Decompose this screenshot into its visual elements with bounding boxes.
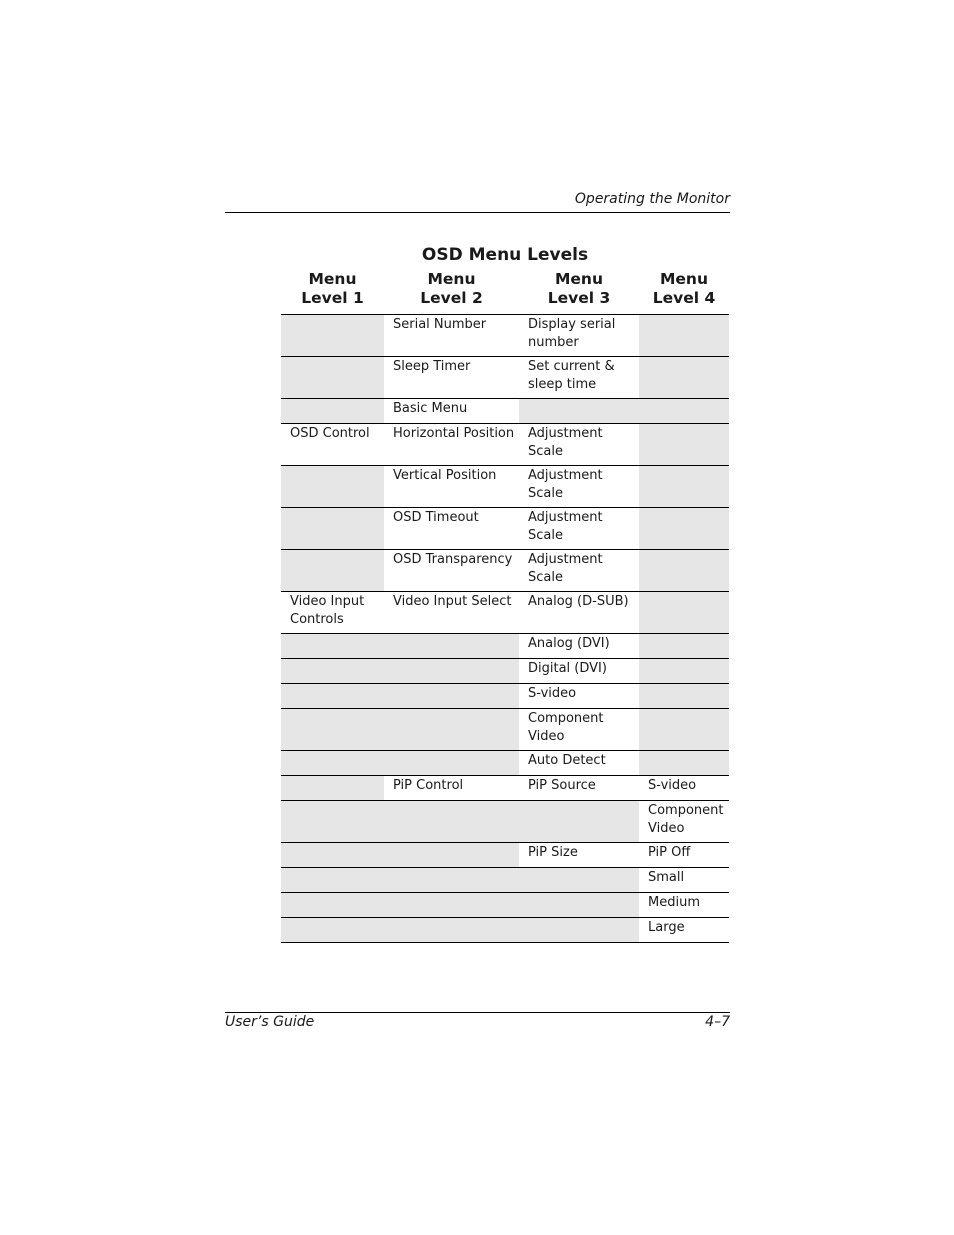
menu-level-3-cell: Component Video: [519, 709, 639, 751]
menu-level-1-cell: [281, 399, 384, 424]
footer-rule: [225, 1012, 730, 1013]
table-title: OSD Menu Levels: [421, 245, 589, 265]
menu-level-2-cell: [384, 751, 519, 776]
table-row: [281, 776, 729, 801]
table-row: [281, 315, 729, 357]
menu-level-1-cell: [281, 709, 384, 751]
menu-level-1-cell: [281, 843, 384, 868]
menu-level-1-cell: [281, 508, 384, 550]
menu-level-2-cell: [384, 801, 519, 843]
menu-level-3-cell: PiP Source: [519, 776, 639, 801]
table-row: [281, 357, 729, 399]
menu-level-4-cell: [639, 424, 729, 466]
column-header-level-1: Menu Level 1: [301, 270, 364, 307]
table-row: [281, 659, 729, 684]
menu-level-1-cell: [281, 684, 384, 709]
menu-level-4-cell: [639, 550, 729, 592]
menu-level-3-cell: [519, 918, 639, 943]
menu-level-2-cell: OSD Timeout: [384, 508, 519, 550]
running-header: Operating the Monitor: [574, 191, 730, 207]
menu-level-3-cell: [519, 868, 639, 893]
menu-level-1-cell: [281, 634, 384, 659]
table-row: [281, 592, 729, 634]
menu-level-2-cell: [384, 684, 519, 709]
menu-level-3-cell: S-video: [519, 684, 639, 709]
menu-level-1-cell: Video Input Controls: [281, 592, 384, 634]
osd-menu-table: [281, 314, 729, 943]
header-rule: [225, 212, 730, 213]
menu-level-4-cell: [639, 659, 729, 684]
menu-level-2-cell: [384, 659, 519, 684]
menu-level-3-cell: PiP Size: [519, 843, 639, 868]
menu-level-4-cell: Medium: [639, 893, 729, 918]
menu-level-4-cell: PiP Off: [639, 843, 729, 868]
menu-level-2-cell: Serial Number: [384, 315, 519, 357]
table-row: [281, 399, 729, 424]
footer-guide-name: User’s Guide: [225, 1014, 315, 1030]
menu-level-1-cell: [281, 801, 384, 843]
menu-level-3-cell: Adjustment Scale: [519, 550, 639, 592]
menu-level-1-cell: [281, 659, 384, 684]
menu-level-3-cell: Auto Detect: [519, 751, 639, 776]
menu-level-2-cell: OSD Transparency: [384, 550, 519, 592]
menu-level-2-cell: PiP Control: [384, 776, 519, 801]
menu-level-3-cell: Analog (D-SUB): [519, 592, 639, 634]
menu-level-2-cell: Horizontal Position: [384, 424, 519, 466]
menu-level-4-cell: [639, 315, 729, 357]
menu-level-4-cell: [639, 592, 729, 634]
osd-menu-table-body: [281, 315, 729, 943]
menu-level-4-cell: Small: [639, 868, 729, 893]
menu-level-3-cell: [519, 399, 639, 424]
menu-level-1-cell: [281, 357, 384, 399]
table-row: [281, 466, 729, 508]
menu-level-4-cell: [639, 751, 729, 776]
menu-level-4-cell: [639, 709, 729, 751]
menu-level-1-cell: [281, 550, 384, 592]
menu-level-3-cell: [519, 801, 639, 843]
table-row: [281, 634, 729, 659]
menu-level-3-cell: [519, 893, 639, 918]
menu-level-3-cell: Adjustment Scale: [519, 508, 639, 550]
table-row: [281, 843, 729, 868]
menu-level-4-cell: [639, 399, 729, 424]
menu-level-4-cell: [639, 508, 729, 550]
table-row: [281, 801, 729, 843]
menu-level-4-cell: [639, 466, 729, 508]
column-header-level-4: Menu Level 4: [652, 270, 716, 307]
table-column-headers: [281, 270, 729, 314]
menu-level-2-cell: Video Input Select: [384, 592, 519, 634]
menu-level-3-cell: Analog (DVI): [519, 634, 639, 659]
menu-level-4-cell: [639, 684, 729, 709]
menu-level-1-cell: [281, 751, 384, 776]
menu-level-2-cell: Vertical Position: [384, 466, 519, 508]
menu-level-1-cell: [281, 868, 384, 893]
menu-level-1-cell: [281, 315, 384, 357]
menu-level-1-cell: [281, 466, 384, 508]
table-row: [281, 868, 729, 893]
menu-level-2-cell: [384, 843, 519, 868]
menu-level-2-cell: [384, 918, 519, 943]
table-row: [281, 550, 729, 592]
menu-level-1-cell: [281, 893, 384, 918]
column-header-level-2: Menu Level 2: [420, 270, 483, 307]
menu-level-2-cell: [384, 709, 519, 751]
table-row: [281, 751, 729, 776]
table-row: [281, 424, 729, 466]
menu-level-2-cell: [384, 868, 519, 893]
menu-level-2-cell: Basic Menu: [384, 399, 519, 424]
menu-level-2-cell: [384, 634, 519, 659]
menu-level-3-cell: Display serial number: [519, 315, 639, 357]
menu-level-2-cell: Sleep Timer: [384, 357, 519, 399]
column-header-level-3: Menu Level 3: [547, 270, 611, 307]
menu-level-1-cell: [281, 776, 384, 801]
menu-level-3-cell: Digital (DVI): [519, 659, 639, 684]
table-row: [281, 918, 729, 943]
table-row: [281, 684, 729, 709]
table-row: [281, 893, 729, 918]
menu-level-3-cell: Adjustment Scale: [519, 466, 639, 508]
menu-level-1-cell: OSD Control: [281, 424, 384, 466]
menu-level-3-cell: Adjustment Scale: [519, 424, 639, 466]
menu-level-4-cell: [639, 357, 729, 399]
table-row: [281, 709, 729, 751]
menu-level-4-cell: Component Video: [639, 801, 729, 843]
menu-level-1-cell: [281, 918, 384, 943]
menu-level-3-cell: Set current & sleep time: [519, 357, 639, 399]
menu-level-2-cell: [384, 893, 519, 918]
menu-level-4-cell: Large: [639, 918, 729, 943]
table-row: [281, 508, 729, 550]
menu-level-4-cell: S-video: [639, 776, 729, 801]
footer-page-number: 4–7: [705, 1014, 730, 1030]
menu-level-4-cell: [639, 634, 729, 659]
